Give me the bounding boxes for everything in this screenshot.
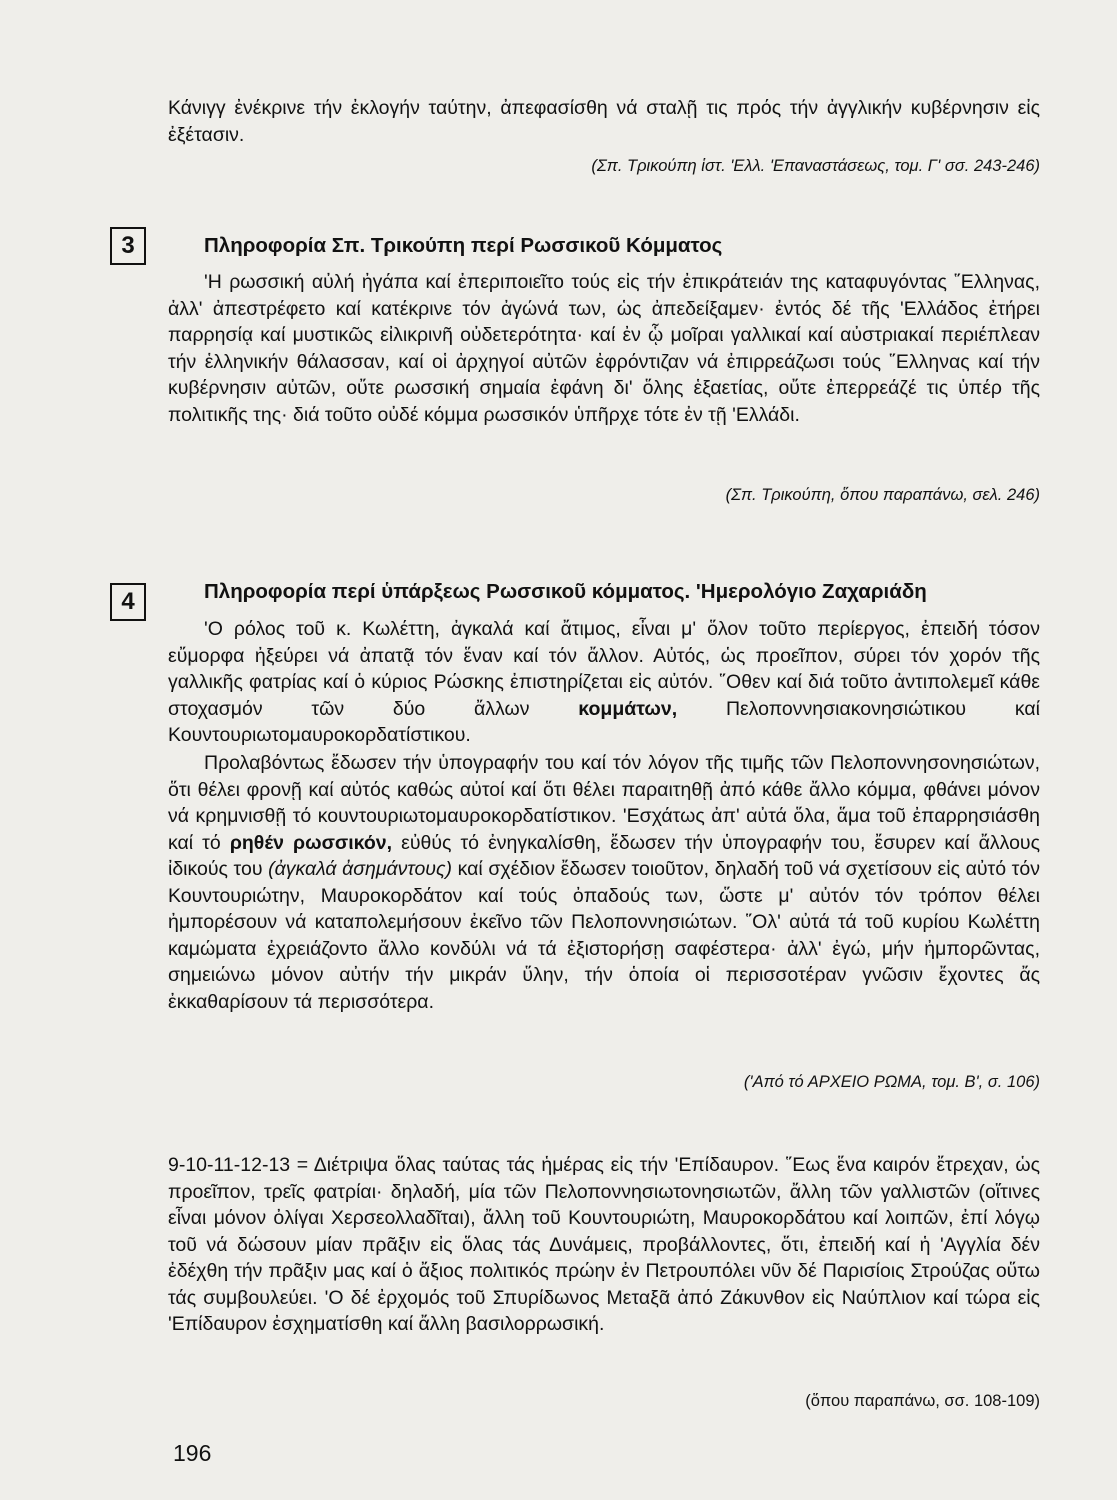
section-4-p1-bold: κομμάτων,: [578, 697, 678, 720]
section-4-paragraph-2: [168, 750, 1040, 1015]
page-number: 196: [173, 1440, 212, 1466]
section-4-heading: Πληροφορία περί ὑπάρξεως Ρωσσικοῦ κόμματος. 'Ημερολόγιο Ζαχαριάδη: [204, 580, 927, 603]
intro-citation: (Σπ. Τρικούπη ἱστ. 'Ελλ. 'Επαναστάσεως, τομ. Γ' σσ. 243-246): [591, 157, 1040, 175]
section-4-number-box: 4: [110, 583, 146, 621]
section-3-citation: (Σπ. Τρικούπη, ὅπου παραπάνω, σελ. 246): [725, 486, 1040, 504]
section-4-p2-italic: (ἀγκαλά ἀσημάντους): [268, 858, 452, 880]
section-4-paragraph-1: [168, 616, 1040, 749]
section-4-p2-bold: ρηθέν ρωσσικόν,: [229, 831, 393, 854]
diary-citation: (ὅπου παραπάνω, σσ. 108-109): [805, 1392, 1040, 1410]
section-3-number-box: 3: [110, 227, 146, 265]
section-4-p1-text-b: Πελοποννησιακονησιώτικου καί Κουντουριωτομαυροκορδατίστικου.: [168, 697, 1040, 746]
section-4-citation: ('Από τό ΑΡΧΕΙΟ ΡΩΜΑ, τομ. Β', σ. 106): [743, 1073, 1040, 1091]
section-3-paragraph: 'Η ρωσσική αὐλή ἠγάπα καί ἐπεριποιεῖτο τούς εἰς τήν ἐπικράτειάν της καταφυγόντας ῞Ελληνας, ἀλλ' ἀπεστρέφετο καί κατέκρινε τόν ἀγώνά των, ὡς ἀπεδείξαμεν· ἐντός δέ τῆς 'Ελλάδος ἐτήρει παρρησίᾳ καί μυστικῶς εἰλικρινῆ οὐδετερότητα· καί ἐν ᾧ μοῖραι γαλλικαί καί αὐστριακαί περιέπλεαν τήν ἑλληνικήν θάλασσαν, καί οἱ ἀρχηγοί αὐτῶν ἐφρόντιζαν νά ἐπιρρεάζωσι τούς ῞Ελληνας καί τήν κυβέρνησιν αὐτῶν, οὔτε ρωσσική σημαία ἐφάνη δι' ὅλης ἑξαετίας, οὔτε ἐπερρεάζέ τις ὑπέρ τῆς πολιτικῆς της· διά τοῦτο οὐδέ κόμμα ρωσσικόν ὑπῆρχε τότε ἐν τῇ 'Ελλάδι.: [168, 271, 1040, 426]
section-3-heading: Πληροφορία Σπ. Τρικούπη περί Ρωσσικοῦ Κόμματος: [204, 234, 723, 257]
section-4-p2-text-c: καί σχέδιον ἔδωσεν τοιοῦτον, δηλαδή τοῦ νά σχετίσουν εἰς αὐτό τόν Κουντουριώτην, Μαυροκορδάτον καί τούς ὀπαδούς των, ὥστε μ' αὐτόν τόν τρόπον θέλει ἠμπορέσουν νά καταπολεμήσουν ἐκεῖνο τῶν Πελοποννησιώτων. ῞Ολ' αὐτά τά τοῦ κυρίου Κωλέττη καμώματα ἐχρειάζοντο ἄλλο κονδύλι νά τά ἐξιστορήσῃ σαφέστερα· ἀλλ' ἐγώ, μήν ἠμπορῶντας, σημειώνω μόνον αὐτήν τήν μικράν ὕλην, τήν ὁποία οἱ περισσοτέραν γνῶσιν ἔχοντες ἄς ἐκκαθαρίσουν τά περισσότερα.: [168, 858, 1040, 1013]
diary-paragraph: 9-10-11-12-13 = Διέτριψα ὅλας ταύτας τάς ἡμέρας εἰς τήν 'Επίδαυρον. ῞Εως ἕνα καιρόν ἔτρεχαν, ὡς προεῖπον, τρεῖς φατρίαι· δηλαδή, μία τῶν Πελοποννησιωτονησιωτῶν, ἄλλη τῶν γαλλιστῶν (οἵτινες εἶναι μόνον ὀλίγαι Χερσεολλαδῖται), ἄλλη τοῦ Κουντουριώτη, Μαυροκορδάτου καί λοιπῶν, ἐπί λόγῳ τοῦ νά δώσουν μίαν πρᾶξιν εἰς ὅλας τάς Δυνάμεις, προβάλλοντες, ὅτι, ἐπειδή καί ἡ 'Αγγλία δέν ἐδέχθη τήν πρᾶξιν μας καί ὁ ἄξιος πολιτικός πρώην ἐν Πετρουπόλει νῦν δέ Παρισίοις Στρούζας οὕτω τάς συμβουλεύει. 'Ο δέ ἐρχομός τοῦ Σπυρίδωνος Μεταξᾶ ἀπό Ζάκυνθον εἰς Ναύπλιον καί τώρα εἰς 'Επίδαυρον ἐσχηματίσθη καί ἄλλη βασιλορρωσική.: [168, 1154, 1040, 1335]
section-4-p1-text-a: 'Ο ρόλος τοῦ κ. Κωλέττη, ἀγκαλά καί ἄτιμος, εἶναι μ' ὅλον τοῦτο περίεργος, ἐπειδή τόσον εὔμορφα ἠξεύρει νά ἀπατᾷ τόν ἕναν καί τόν ἄλλον. Αὐτός, ὡς προεῖπον, σύρει τόν χορόν τῆς γαλλικῆς φατρίας καί ὁ κύριος Ρώσκης ἐπιστηρίζεται εἰς αὐτόν. ῞Οθεν καί διά τοῦτο ἀντιπολεμεῖ κάθε στοχασμόν τῶν δύο ἄλλων: [168, 618, 1040, 720]
section-4-p2-text-a: Προλαβόντως ἔδωσεν τήν ὑπογραφήν του καί τόν λόγον τῆς τιμῆς τῶν Πελοποννησονησιώτων, ὅτι θέλει φρονῇ καί αὐτός καθώς αὐτοί καί ὅτι θέλει παραιτηθῇ ἀπό κάθε ἄλλο κόμμα, φθάνει μόνον νά κρημνισθῇ τό κουντουριωτομαυροκορδατίστικον. 'Εσχάτως ἀπ' αὐτά ὅλα, ἅμα τοῦ ἐπαρρησιάσθη καί τό: [168, 752, 1040, 854]
intro-paragraph: Κάνιγγ ἐνέκρινε τήν ἐκλογήν ταύτην, ἀπεφασίσθη νά σταλῇ τις πρός τήν ἀγγλικήν κυβέρνησιν εἰς ἐξέτασιν.: [168, 97, 1040, 146]
section-4-p2-text-b: εὐθύς τό ἐνηγκαλίσθη, ἔδωσεν τήν ὑπογραφήν του, ἔσυρεν καί ἄλλους ἰδικούς του: [168, 831, 1040, 880]
